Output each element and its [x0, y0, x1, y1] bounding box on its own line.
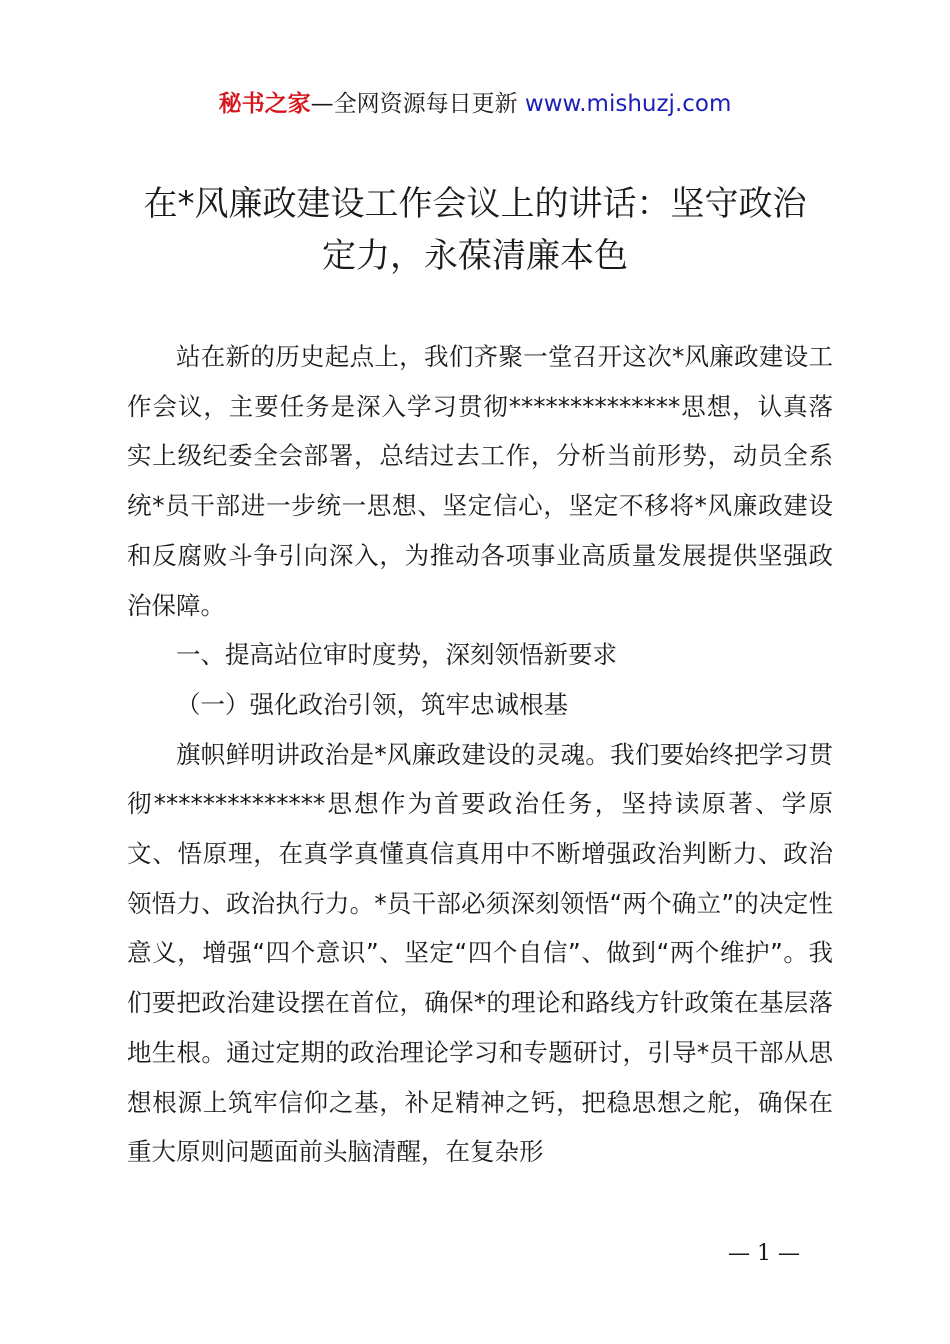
body-paragraph: 旗帜鲜明讲政治是*风廉政建设的灵魂。我们要始终把学习贯彻**************思想作为首要政治任务，坚持读原著、学原文、悟原理，在真学真懂真信真用中不断增强政治判断力、政治领悟力、政治执行力。*员干部必须深刻领悟“两个确立”的决定性意义，增强“四个意识”、坚定“四个自信”、做到“两个维护”。我们要把政治建设摆在首位，确保*的理论和路线方针政策在基层落地生根。通过定期的政治理论学习和专题研讨，引导*员干部从思想根源上筑牢信仰之基，补足精神之钙，把稳思想之舵，确保在重大原则问题面前头脑清醒，在复杂形 [127, 739, 833, 1167]
brand-name: 秘书之家 [218, 91, 311, 117]
subsection-heading-1: （一）强化政治引领，筑牢忠诚根基 [176, 689, 568, 719]
section-heading-1: 一、提高站位审时度势，深刻领悟新要求 [176, 640, 617, 670]
site-url-link[interactable]: www.mishuzj.com [524, 91, 732, 117]
intro-paragraph: 站在新的历史起点上，我们齐聚一堂召开这次*风廉政建设工作会议，主要任务是深入学习贯彻**************思想，认真落实上级纪委全会部署，总结过去工作，分析当前形势，动员全系统*员干部进一步统一思想、坚定信心，坚定不移将*风廉政建设和反腐败斗争引向深入，为推动各项事业高质量发展提供坚强政治保障。 [127, 342, 833, 620]
page-number: — 1 — [728, 1241, 800, 1266]
title-line-2: 定力，永葆清廉本色 [322, 236, 628, 276]
header-tagline: —全网资源每日更新 [310, 91, 525, 117]
document-title [100, 178, 850, 282]
site-header-banner [0, 88, 950, 120]
document-body [127, 332, 833, 1177]
title-line-1: 在*风廉政建设工作会议上的讲话：坚守政治 [143, 184, 807, 224]
